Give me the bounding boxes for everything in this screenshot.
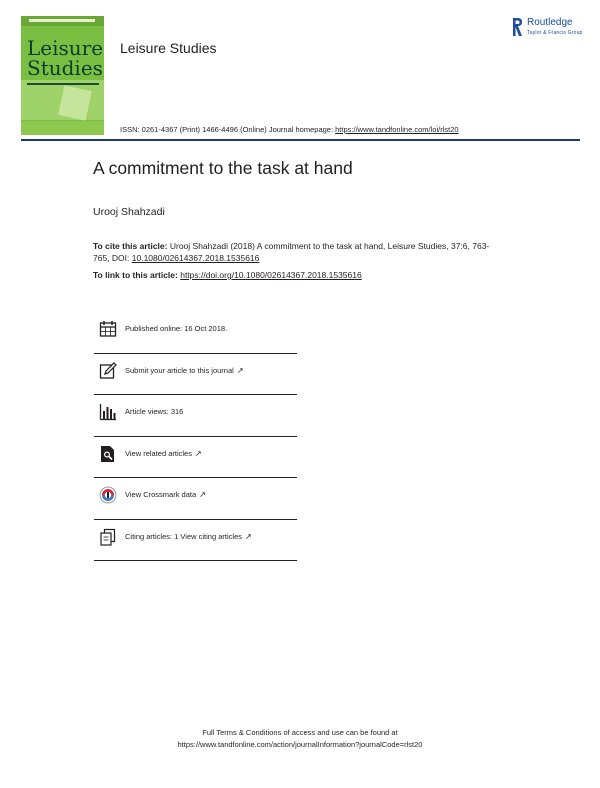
citation-label: To cite this article:: [93, 241, 168, 251]
journal-homepage-link[interactable]: https://www.tandfonline.com/loi/rlst20: [335, 125, 459, 134]
article-doi-url[interactable]: https://doi.org/10.1080/02614367.2018.1535616: [180, 270, 362, 280]
footer: [0, 727, 600, 751]
citation-text: Urooj Shahzadi (2018) A commitment to the task at hand, Leisure Studies, 37:6, 763-765, DOI:: [93, 241, 490, 263]
article-title: A commitment to the task at hand: [93, 158, 353, 178]
edit-icon: [99, 362, 117, 380]
footer-terms-link[interactable]: https://www.tandfonline.com/action/journalInformation?journalCode=rlst20: [177, 740, 423, 749]
footer-terms: Full Terms & Conditions of access and use can be found at: [202, 728, 398, 737]
submit-row[interactable]: [94, 354, 297, 396]
article-metadata-list: [94, 312, 297, 561]
related-articles-link[interactable]: View related articles ↗: [125, 448, 202, 458]
article-views: Article views: 316: [125, 407, 184, 416]
article-author: Urooj Shahzadi: [93, 206, 165, 218]
related-row[interactable]: [94, 437, 297, 479]
journal-title: Leisure Studies: [120, 40, 217, 56]
citing-articles-link[interactable]: Citing articles: 1 View citing articles ↗: [125, 531, 252, 541]
routledge-logo-icon: [511, 16, 524, 38]
external-link-icon: ↗: [194, 448, 202, 458]
external-link-icon: ↗: [236, 365, 244, 375]
external-link-icon: ↗: [245, 531, 252, 541]
crossmark-link[interactable]: View Crossmark data ↗: [125, 490, 206, 499]
citation-block: [93, 240, 503, 264]
issn-line: [120, 125, 459, 134]
doi-link[interactable]: 10.1080/02614367.2018.1535616: [131, 253, 260, 263]
views-row: [94, 395, 297, 437]
cover-subtitle-bar: [27, 83, 99, 85]
publisher-logo[interactable]: [511, 16, 589, 42]
cover-top-strip: [21, 16, 104, 26]
external-link-icon: ↗: [199, 490, 206, 499]
published-date: Published online: 16 Oct 2018.: [125, 324, 228, 333]
header-divider: [21, 139, 580, 141]
publisher-name: Routledge: [527, 17, 573, 28]
published-row: [94, 312, 297, 354]
submit-article-link[interactable]: Submit your article to this journal ↗: [125, 365, 244, 375]
crossmark-row[interactable]: [94, 478, 297, 520]
cover-title: Leisure Studies: [27, 36, 104, 80]
publisher-group: Taylor & Francis Group: [527, 30, 583, 36]
journal-cover-image: [21, 16, 104, 135]
citing-row[interactable]: [94, 520, 297, 562]
crossmark-icon: [99, 486, 117, 504]
issn-text: ISSN: 0261-4367 (Print) 1466-4496 (Online) Journal homepage:: [120, 125, 336, 134]
search-document-icon: [99, 445, 117, 463]
cover-footer: [21, 121, 104, 135]
link-to-article: [93, 270, 362, 280]
citing-articles-icon: [99, 528, 117, 546]
bar-chart-icon: [99, 403, 117, 421]
link-label: To link to this article:: [93, 270, 181, 280]
calendar-icon: [99, 320, 117, 338]
